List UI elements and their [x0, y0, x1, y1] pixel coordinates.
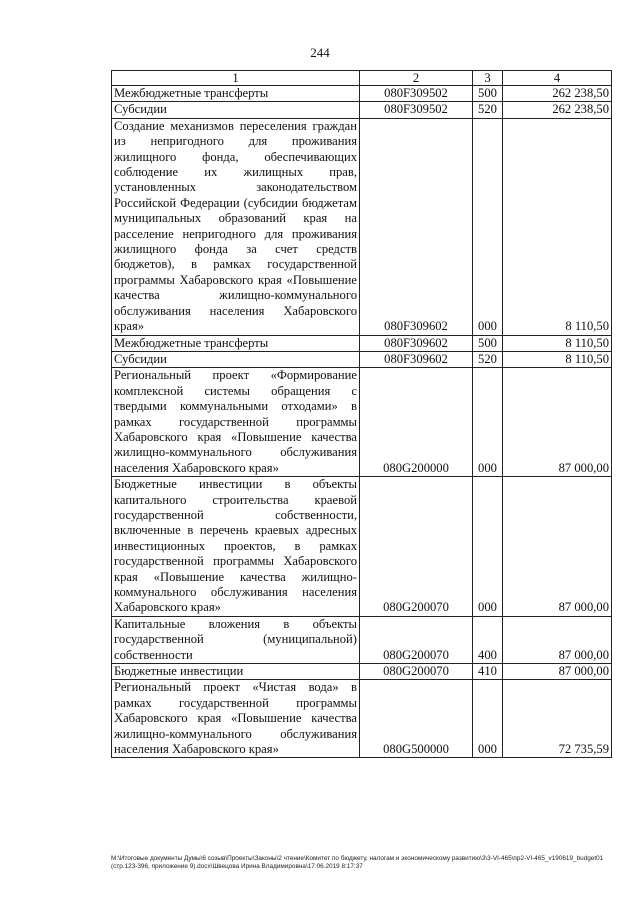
table-row: [112, 664, 612, 680]
table-row: [112, 477, 612, 617]
row-amount: 87 000,00: [503, 616, 612, 663]
row-kind: 500: [473, 86, 503, 102]
row-amount: 87 000,00: [503, 477, 612, 617]
row-amount: 8 110,50: [503, 118, 612, 335]
row-name: Субсидии: [112, 102, 360, 118]
table-row: [112, 351, 612, 367]
table-header-row: [112, 71, 612, 86]
header-col-kind: 3: [473, 71, 503, 86]
table-row: [112, 118, 612, 335]
row-kind: 400: [473, 616, 503, 663]
table-row: [112, 102, 612, 118]
row-name: Субсидии: [112, 351, 360, 367]
row-name: Региональный проект «Формирование комплексной системы обращения с твердыми коммунальными отходами» в рамках государственной программы Хабаровского края «Повышение качества жилищно-коммунального обслуживания населения Хабаровского края»: [112, 368, 360, 477]
row-amount: 262 238,50: [503, 86, 612, 102]
row-name: Межбюджетные трансферты: [112, 86, 360, 102]
table-row: [112, 86, 612, 102]
row-code: 080G200070: [360, 477, 473, 617]
row-amount: 8 110,50: [503, 351, 612, 367]
row-kind: 000: [473, 477, 503, 617]
row-kind: 520: [473, 351, 503, 367]
row-code: 080F309502: [360, 86, 473, 102]
row-code: 080F309602: [360, 335, 473, 351]
document-file-path-footer: M:\Итоговые документы Думы\6 созыв\Проекты\Законы\2 чтение\Комитет по бюджету, налогам и экономическому развитию\3\3-VI-465\пр2-VI-465_v190619_budget01 (стр.123-396, приложение 9).docx\Швецова Ирина Владимировна\17.06.2019 8:17:37: [111, 855, 604, 870]
row-code: 080F309602: [360, 351, 473, 367]
row-code: 080F309602: [360, 118, 473, 335]
row-code: 080G500000: [360, 680, 473, 758]
row-name: Бюджетные инвестиции в объекты капитального строительства краевой государственной собственности, включенные в перечень краевых адресных инвестиционных проектов, в рамках государственной программы Хабаровского края «Повышение качества жилищно-коммунального обслуживания населения Хабаровского края»: [112, 477, 360, 617]
page-number: 244: [310, 45, 330, 60]
header-col-code: 2: [360, 71, 473, 86]
row-name: Бюджетные инвестиции: [112, 664, 360, 680]
header-col-amount: 4: [503, 71, 612, 86]
row-kind: 000: [473, 368, 503, 477]
row-kind: 410: [473, 664, 503, 680]
row-amount: 262 238,50: [503, 102, 612, 118]
row-kind: 520: [473, 102, 503, 118]
row-kind: 000: [473, 680, 503, 758]
header-col-name: 1: [112, 71, 360, 86]
row-code: 080F309502: [360, 102, 473, 118]
row-name: Капитальные вложения в объекты государственной (муниципальной) собственности: [112, 616, 360, 663]
row-name: Создание механизмов переселения граждан из непригодного для проживания жилищного фонда, обеспечивающих соблюдение их жилищных прав, установленных законодательством Российской Федерации (субсидии бюджетам муниципальных образований края на расселение непригодного для проживания жилищного фонда за счет средств бюджетов), в рамках государственной программы Хабаровского края «Повышение качества жилищно-коммунального обслуживания населения Хабаровского края»: [112, 118, 360, 335]
row-code: 080G200070: [360, 616, 473, 663]
table-row: [112, 335, 612, 351]
row-name: Межбюджетные трансферты: [112, 335, 360, 351]
row-amount: 87 000,00: [503, 664, 612, 680]
table-row: [112, 616, 612, 663]
row-amount: 72 735,59: [503, 680, 612, 758]
row-amount: 87 000,00: [503, 368, 612, 477]
row-amount: 8 110,50: [503, 335, 612, 351]
row-code: 080G200070: [360, 664, 473, 680]
table-row: [112, 680, 612, 758]
row-name: Региональный проект «Чистая вода» в рамках государственной программы Хабаровского края «Повышение качества жилищно-коммунального обслуживания населения Хабаровского края»: [112, 680, 360, 758]
budget-table: [111, 70, 612, 758]
row-kind: 000: [473, 118, 503, 335]
row-code: 080G200000: [360, 368, 473, 477]
table-row: [112, 368, 612, 477]
row-kind: 500: [473, 335, 503, 351]
